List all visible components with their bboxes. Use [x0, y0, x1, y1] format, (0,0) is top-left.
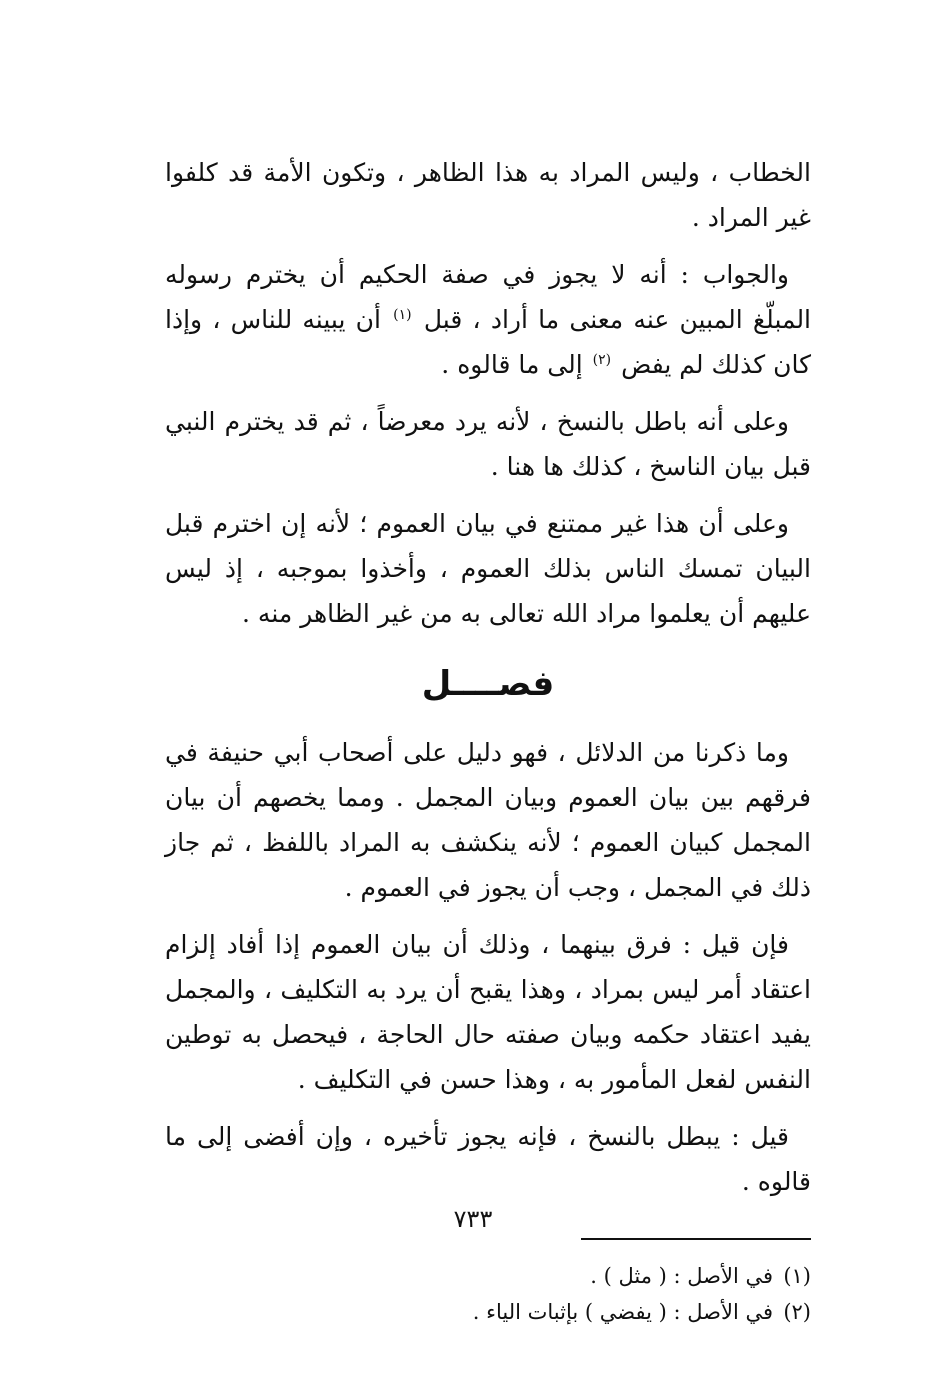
footnote-2	[165, 1294, 811, 1330]
paragraph-5: وما ذكرنا من الدلائل ، فهو دليل على أصحاب أبي حنيفة في فرقهم بين بيان العموم وبيان المجمل . ومما يخصهم أن بيان المجمل كبيان العموم ؛ لأنه ينكشف به المراد باللفظ ، ثم جاز ذلك في المجمل ، وجب أن يجوز في العموم .	[165, 738, 811, 902]
paragraph-4: وعلى أن هذا غير ممتنع في بيان العموم ؛ لأنه إن اخترم قبل البيان تمسك الناس بذلك العموم ، وأخذوا بموجبه ، إذ ليس عليهم أن يعلموا مراد الله تعالى به من غير الظاهر منه .	[165, 509, 811, 628]
paragraph-2-part-3: إلى ما قالوه .	[441, 350, 583, 379]
paragraph-3: وعلى أنه باطل بالنسخ ، لأنه يرد معرضاً ، ثم قد يخترم النبي قبل بيان الناسخ ، كذلك ها هنا .	[165, 407, 811, 481]
paragraph-2-part-2: أن يبينه للناس ، وإذا كان كذلك لم يفض	[165, 305, 811, 379]
footnote-2-text: في الأصل : ( يفضي ) بإثبات الياء .	[472, 1300, 773, 1324]
footnote-1-text: في الأصل : ( مثل ) .	[590, 1264, 773, 1288]
paragraph-7: قيل : يبطل بالنسخ ، فإنه يجوز تأخيره ، وإن أفضى إلى ما قالوه .	[165, 1122, 811, 1196]
footnote-ref-1[interactable]: (١)	[393, 306, 412, 323]
footnote-1-number: (١)	[783, 1264, 811, 1288]
footnote-ref-2[interactable]: (٢)	[592, 351, 612, 368]
footnote-divider	[581, 1238, 811, 1240]
footnote-1	[165, 1258, 811, 1294]
page-number: ٧٣٣	[453, 1205, 493, 1233]
paragraph-2-part-1: والجواب : أنه لا يجوز في صفة الحكيم أن يخترم رسوله المبلّغ المبين عنه معنى ما أراد ، قبل	[165, 260, 812, 334]
section-heading: فصــــل	[421, 664, 555, 704]
page-body	[165, 150, 811, 1330]
paragraph-1: الخطاب ، وليس المراد به هذا الظاهر ، وتكون الأمة قد كلفوا غير المراد .	[165, 158, 811, 232]
footnote-2-number: (٢)	[783, 1300, 811, 1324]
paragraph-6: فإن قيل : فرق بينهما ، وذلك أن بيان العموم إذا أفاد إلزام اعتقاد أمر ليس بمراد ، وهذا يقبح أن يرد به التكليف ، والمجمل يفيد اعتقاد حكمه وبيان صفته حال الحاجة ، فيحصل به توطين النفس لفعل المأمور به ، وهذا حسن في التكليف .	[165, 930, 811, 1094]
paragraph-2	[165, 252, 811, 387]
